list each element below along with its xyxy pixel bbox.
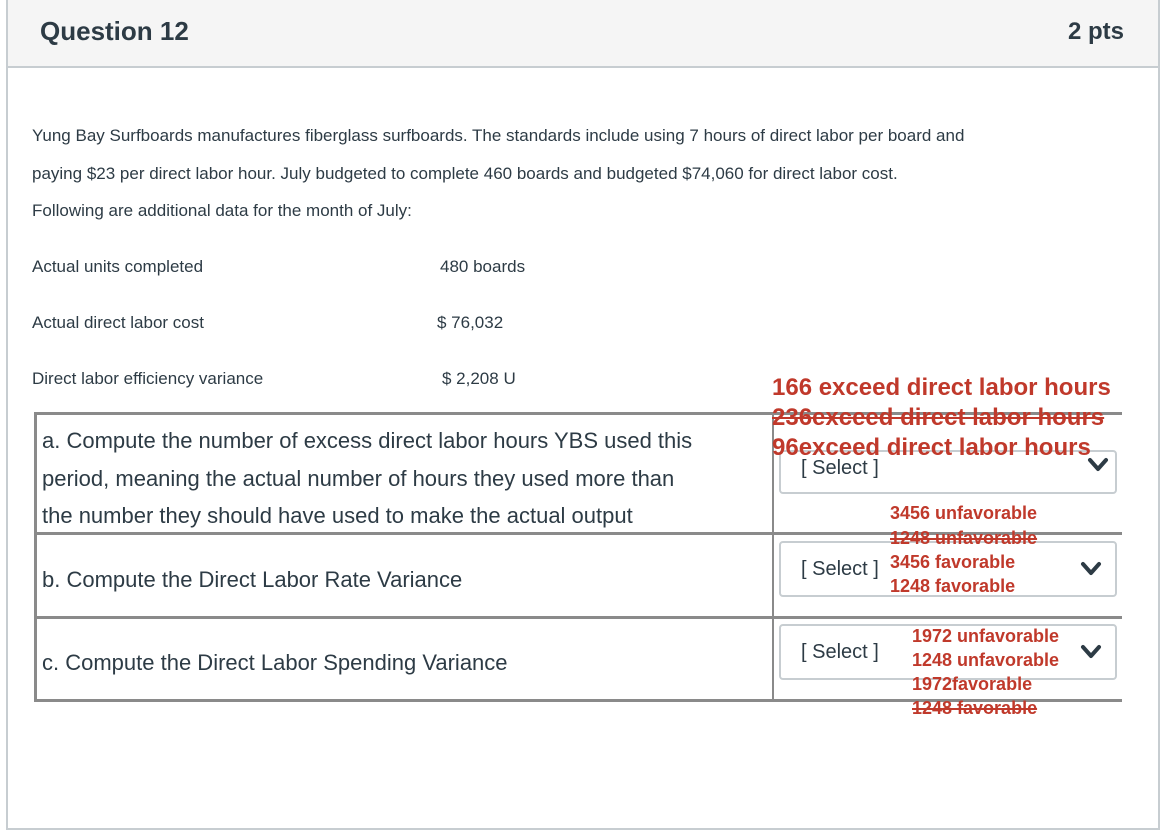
data-label-units: Actual units completed <box>32 257 204 276</box>
option-a-1[interactable]: 166 exceed direct labor hours <box>772 374 1111 401</box>
row-divider <box>37 616 1122 619</box>
intro-line-1: Yung Bay Surfboards manufactures fiberglass surfboards. The standards include using 7 hours of direct labor per board and <box>32 126 965 145</box>
data-value-units: 480 boards <box>440 257 526 276</box>
question-points: 2 pts <box>1067 18 1124 45</box>
option-c-4[interactable]: 1248 favorable <box>912 698 1038 718</box>
option-b-4[interactable]: 1248 favorable <box>890 576 1016 596</box>
question-b-text: b. Compute the Direct Labor Rate Variance <box>42 567 463 592</box>
option-c-2[interactable]: 1248 unfavorable <box>912 650 1060 670</box>
question-a-line-2: period, meaning the actual number of hours they used more than <box>42 466 675 491</box>
option-b-1[interactable]: 3456 unfavorable <box>890 503 1038 523</box>
question-title: Question 12 <box>40 16 189 46</box>
intro-line-2: paying $23 per direct labor hour. July budgeted to complete 460 boards and budgeted $74,060 for direct labor cost. <box>32 164 898 183</box>
select-a-label: [ Select ] <box>801 457 879 479</box>
option-b-2[interactable]: 1248 unfavorable <box>890 528 1038 548</box>
option-c-3[interactable]: 1972favorable <box>912 674 1033 694</box>
question-a-line-3: the number they should have used to make the actual output <box>42 503 633 528</box>
option-a-2[interactable]: 236exceed direct labor hours <box>772 404 1105 431</box>
question-a-line-1: a. Compute the number of excess direct labor hours YBS used this <box>42 428 693 453</box>
question-header <box>8 0 1158 68</box>
select-c-label: [ Select ] <box>801 641 879 663</box>
chevron-down-icon[interactable] <box>1080 561 1102 577</box>
option-a-3[interactable]: 96exceed direct labor hours <box>772 434 1091 461</box>
intro-line-3: Following are additional data for the month of July: <box>32 201 412 220</box>
select-b-label: [ Select ] <box>801 558 879 580</box>
data-label-cost: Actual direct labor cost <box>32 313 204 332</box>
option-c-1[interactable]: 1972 unfavorable <box>912 626 1060 646</box>
data-label-efficiency: Direct labor efficiency variance <box>32 369 264 388</box>
data-value-cost: $ 76,032 <box>437 313 504 332</box>
option-b-3[interactable]: 3456 favorable <box>890 552 1016 572</box>
question-c-text: c. Compute the Direct Labor Spending Variance <box>42 650 508 675</box>
chevron-down-icon[interactable] <box>1080 644 1102 660</box>
data-value-efficiency: $ 2,208 U <box>442 369 516 388</box>
